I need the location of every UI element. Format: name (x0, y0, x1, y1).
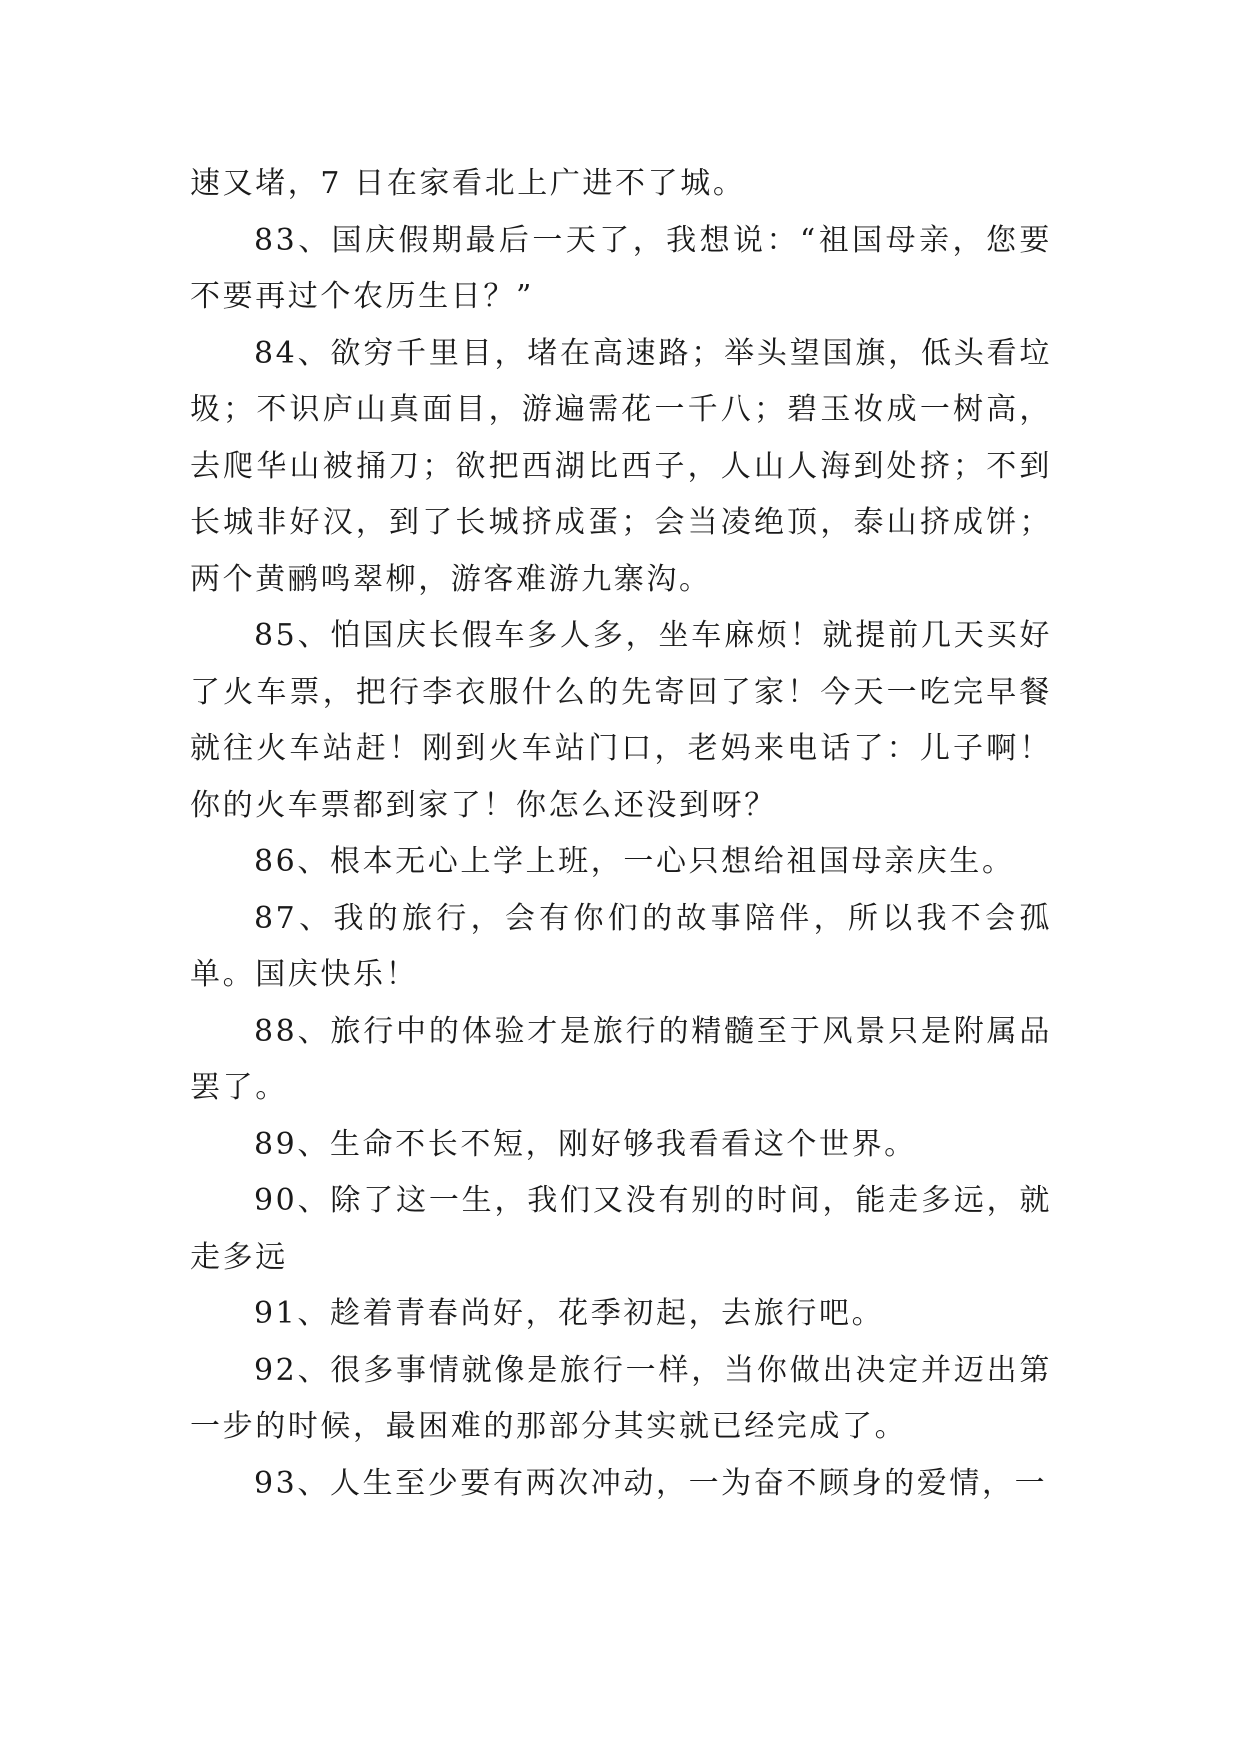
paragraph-item-92: 92、很多事情就像是旅行一样，当你做出决定并迈出第一步的时候，最困难的那部分其实就已经完成了。 (190, 1352, 1052, 1444)
paragraph-item-86: 86、根本无心上学上班，一心只想给祖国母亲庆生。 (254, 844, 1015, 879)
paragraph-item-84: 84、欲穷千里目，堵在高速路；举头望国旗，低头看垃圾；不识庐山真面目，游遍需花一千八；碧玉妆成一树高，去爬华山被捅刀；欲把西湖比西子，人山人海到处挤；不到长城非好汉，到了长城挤成蛋；会当凌绝顶，泰山挤成饼；两个黄鹂鸣翠柳，游客难游九寨沟。 (190, 335, 1052, 597)
paragraph-continuation: 速又堵，7 日在家看北上广进不了城。 (190, 166, 746, 201)
paragraph-item-93: 93、人生至少要有两次冲动，一为奋不顾身的爱情，一 (254, 1465, 1048, 1501)
paragraph-item-90: 90、除了这一生，我们又没有别的时间，能走多远，就走多远 (190, 1183, 1052, 1275)
paragraph-item-85: 85、怕国庆长假车多人多，坐车麻烦！就提前几天买好了火车票，把行李衣服什么的先寄回了家！今天一吃完早餐就往火车站赶！刚到火车站门口，老妈来电话了：儿子啊！你的火车票都到家了！你怎么还没到呀？ (190, 618, 1052, 823)
paragraph-item-91: 91、趁着青春尚好，花季初起，去旅行吧。 (254, 1296, 885, 1331)
paragraph-item-87: 87、我的旅行，会有你们的故事陪伴，所以我不会孤单。国庆快乐！ (190, 900, 1052, 992)
paragraph-item-89: 89、生命不长不短，刚好够我看看这个世界。 (254, 1126, 917, 1162)
paragraph-item-88: 88、旅行中的体验才是旅行的精髓至于风景只是附属品罢了。 (190, 1013, 1052, 1105)
paragraph-item-83: 83、国庆假期最后一天了，我想说：“祖国母亲，您要不要再过个农历生日？” (190, 222, 1052, 314)
document-body (190, 156, 1052, 1512)
